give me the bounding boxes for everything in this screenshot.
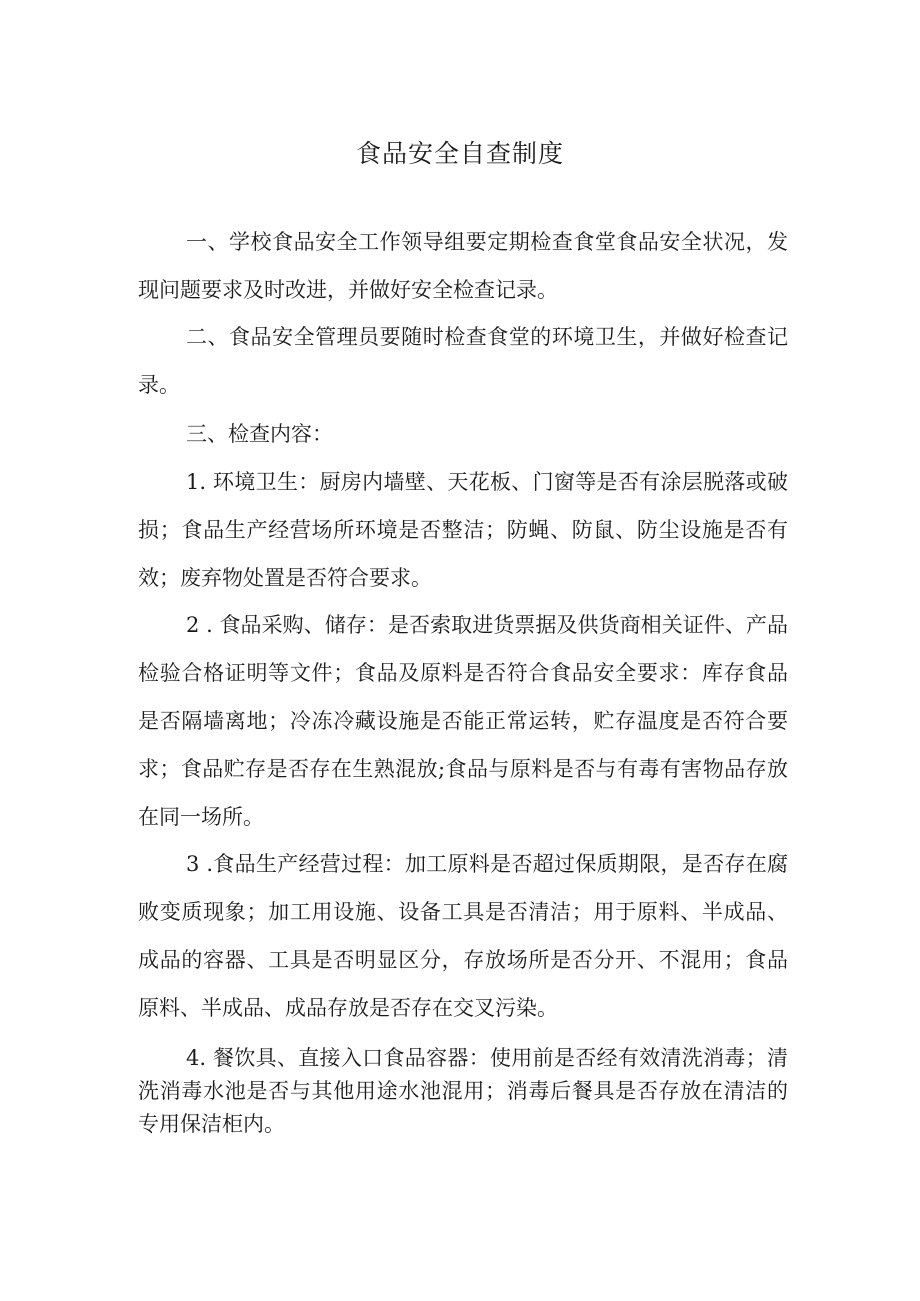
document-title: 食品安全自查制度 bbox=[355, 139, 564, 168]
paragraph-inspection-content: 三、检查内容： bbox=[186, 422, 333, 446]
paragraph-inspection-duty: 一、学校食品安全工作领导组要定期检查食堂食品安全状况，发现问题要求及时改进，并做好安全检查记录。 bbox=[138, 230, 788, 302]
paragraph-safety-manager: 二、食品安全管理员要随时检查食堂的环境卫生，并做好检查记录。 bbox=[138, 325, 788, 397]
paragraph-procurement-storage: 2 . 食品采购、储存：是否索取进货票据及供货商相关证件、产品检验合格证明等文件；食品及原料是否符合食品安全要求：库存食品是否隔墙离地；冷冻冷藏设施是否能正常运转，贮存温度是否符合要求；食品贮存是否存在生熟混放;食品与原料是否与有毒有害物品存放在同一场所。 bbox=[138, 613, 788, 829]
paragraph-production-process: 3 .食品生产经营过程：加工原料是否超过保质期限，是否存在腐败变质现象；加工用设施、设备工具是否清洁；用于原料、半成品、成品的容器、工具是否明显区分，存放场所是否分开、不混用；食品原料、半成品、成品存放是否存在交叉污染。 bbox=[138, 852, 788, 1020]
paragraph-environment-hygiene: 1. 环境卫生：厨房内墙壁、天花板、门窗等是否有涂层脱落或破损；食品生产经营场所环境是否整洁；防蝇、防鼠、防尘设施是否有效；废弃物处置是否符合要求。 bbox=[138, 470, 788, 590]
paragraph-tableware-containers: 4. 餐饮具、直接入口食品容器：使用前是否经有效清洗消毒；清洗消毒水池是否与其他用途水池混用；消毒后餐具是否存放在清洁的专用保洁柜内。 bbox=[138, 1046, 788, 1136]
